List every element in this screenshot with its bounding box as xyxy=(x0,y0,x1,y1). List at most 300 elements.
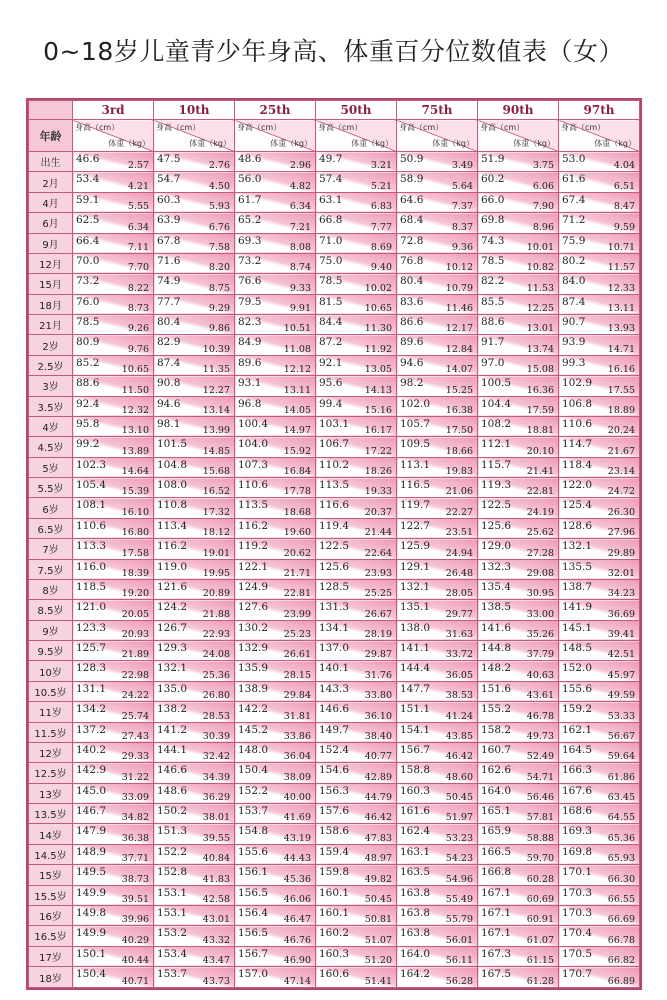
height-value: 46.6 xyxy=(76,153,100,165)
weight-value: 31.76 xyxy=(364,669,392,681)
value-cell xyxy=(397,253,478,273)
value-cell xyxy=(154,315,235,335)
height-value: 116.5 xyxy=(400,479,431,491)
value-cell xyxy=(559,416,640,436)
weight-value: 56.67 xyxy=(607,730,635,742)
weight-unit-label: 体重（kg） xyxy=(513,139,555,148)
height-value: 107.3 xyxy=(238,458,269,471)
weight-value: 6.83 xyxy=(370,201,392,213)
table-row xyxy=(29,315,640,335)
weight-value: 50.45 xyxy=(364,893,392,905)
height-value: 104.4 xyxy=(481,397,512,410)
value-cell xyxy=(559,437,640,457)
weight-value: 48.97 xyxy=(364,853,392,865)
height-unit-label: 身高（cm） xyxy=(399,123,444,132)
weight-value: 38.01 xyxy=(202,812,230,824)
height-value: 82.2 xyxy=(481,275,505,288)
weight-value: 47.14 xyxy=(283,976,311,987)
height-value: 95.6 xyxy=(319,377,343,390)
value-cell xyxy=(397,804,478,824)
weight-value: 43.85 xyxy=(445,730,473,742)
value-cell xyxy=(397,274,478,294)
height-value: 164.0 xyxy=(400,947,431,960)
value-cell xyxy=(235,885,316,905)
weight-value: 11.53 xyxy=(526,282,554,294)
value-cell xyxy=(397,518,478,538)
value-cell xyxy=(316,437,397,457)
weight-value: 8.08 xyxy=(289,241,311,253)
value-cell xyxy=(397,905,478,925)
height-value: 74.9 xyxy=(157,275,181,288)
height-value: 129.0 xyxy=(481,540,512,553)
height-value: 48.6 xyxy=(238,153,262,165)
weight-value: 24.22 xyxy=(121,690,149,702)
height-value: 109.5 xyxy=(400,438,431,451)
weight-value: 64.55 xyxy=(607,812,635,824)
value-cell xyxy=(73,661,154,681)
height-value: 167.1 xyxy=(481,886,512,899)
weight-value: 8.37 xyxy=(451,221,473,233)
weight-value: 13.11 xyxy=(607,303,635,314)
weight-value: 16.84 xyxy=(283,466,311,477)
height-value: 142.9 xyxy=(76,764,107,777)
weight-value: 5.64 xyxy=(451,180,473,192)
unit-header-row xyxy=(29,120,640,152)
value-cell xyxy=(73,824,154,844)
value-cell xyxy=(397,681,478,701)
weight-value: 18.66 xyxy=(445,445,473,457)
weight-value: 31.22 xyxy=(121,771,149,783)
height-value: 149.9 xyxy=(76,886,107,899)
weight-value: 56.11 xyxy=(445,955,473,966)
weight-value: 9.40 xyxy=(370,262,392,274)
value-cell xyxy=(559,600,640,620)
value-cell xyxy=(73,905,154,925)
value-cell xyxy=(235,478,316,498)
value-cell xyxy=(316,539,397,559)
weight-value: 25.23 xyxy=(283,629,311,640)
value-cell xyxy=(478,213,559,233)
weight-unit-label: 体重（kg） xyxy=(108,139,150,148)
value-cell xyxy=(154,641,235,661)
height-value: 159.4 xyxy=(319,845,350,858)
age-cell: 4月 xyxy=(29,192,73,212)
value-cell xyxy=(316,457,397,477)
weight-value: 13.01 xyxy=(526,323,554,335)
height-value: 73.2 xyxy=(238,254,262,267)
value-cell xyxy=(316,152,397,172)
weight-value: 11.50 xyxy=(121,384,149,396)
page-title: 0~18岁儿童青少年身高、体重百分位数值表（女） xyxy=(43,37,624,66)
value-cell xyxy=(316,824,397,844)
value-cell xyxy=(235,274,316,294)
height-value: 100.4 xyxy=(238,417,269,430)
height-value: 119.4 xyxy=(319,519,350,532)
weight-value: 24.08 xyxy=(202,649,230,661)
weight-value: 66.30 xyxy=(607,873,635,885)
value-cell xyxy=(154,539,235,559)
table-row xyxy=(29,152,640,172)
value-cell xyxy=(73,641,154,661)
height-value: 76.6 xyxy=(238,275,262,288)
height-value: 86.6 xyxy=(400,316,424,328)
weight-value: 10.12 xyxy=(445,262,473,274)
value-cell xyxy=(478,437,559,457)
weight-value: 29.87 xyxy=(364,649,392,661)
height-value: 144.8 xyxy=(481,642,512,654)
value-cell xyxy=(235,620,316,640)
value-cell xyxy=(397,926,478,946)
table-row xyxy=(29,722,640,742)
weight-value: 39.41 xyxy=(607,629,635,640)
weight-value: 7.37 xyxy=(451,201,473,213)
weight-value: 9.36 xyxy=(451,241,473,253)
weight-value: 52.49 xyxy=(526,751,554,763)
value-cell xyxy=(154,742,235,762)
weight-value: 4.21 xyxy=(127,180,149,192)
height-value: 138.2 xyxy=(157,703,188,716)
weight-value: 13.89 xyxy=(121,445,149,457)
height-value: 148.0 xyxy=(238,743,269,756)
height-value: 164.2 xyxy=(400,968,431,980)
value-cell xyxy=(154,213,235,233)
weight-value: 18.12 xyxy=(202,527,230,539)
value-cell xyxy=(154,498,235,518)
weight-unit-label: 体重（kg） xyxy=(432,139,474,148)
value-cell xyxy=(397,865,478,885)
height-value: 122.1 xyxy=(238,560,269,573)
value-cell xyxy=(235,233,316,253)
value-cell xyxy=(559,885,640,905)
height-value: 150.4 xyxy=(238,764,269,777)
weight-value: 59.64 xyxy=(607,751,635,763)
value-cell xyxy=(478,885,559,905)
weight-value: 39.55 xyxy=(202,832,230,844)
weight-value: 20.37 xyxy=(364,506,392,518)
weight-value: 43.47 xyxy=(202,955,230,966)
height-value: 138.9 xyxy=(238,682,269,695)
height-value: 95.8 xyxy=(76,417,100,430)
table-row xyxy=(29,926,640,946)
weight-value: 9.29 xyxy=(208,303,230,314)
weight-value: 28.05 xyxy=(445,588,473,600)
height-value: 84.9 xyxy=(238,336,262,349)
weight-value: 18.81 xyxy=(526,425,554,437)
value-cell xyxy=(478,539,559,559)
height-value: 156.7 xyxy=(238,947,269,960)
height-value: 98.2 xyxy=(400,377,424,390)
table-row xyxy=(29,253,640,273)
height-value: 163.8 xyxy=(400,927,431,940)
weight-value: 10.82 xyxy=(526,262,554,274)
value-cell xyxy=(73,172,154,192)
value-cell xyxy=(478,559,559,579)
height-value: 72.8 xyxy=(400,234,424,247)
age-cell: 6.5岁 xyxy=(29,518,73,538)
height-value: 160.1 xyxy=(319,906,350,919)
weight-value: 41.83 xyxy=(202,873,230,885)
height-value: 110.6 xyxy=(238,479,269,491)
value-cell xyxy=(397,559,478,579)
weight-value: 65.93 xyxy=(607,853,635,865)
weight-value: 17.50 xyxy=(445,425,473,437)
height-value: 135.0 xyxy=(157,682,188,695)
height-value: 67.4 xyxy=(562,193,586,206)
age-cell: 9岁 xyxy=(29,620,73,640)
weight-value: 61.15 xyxy=(526,955,554,966)
weight-value: 15.39 xyxy=(121,486,149,498)
weight-value: 10.39 xyxy=(202,343,230,355)
value-cell xyxy=(397,885,478,905)
weight-value: 43.01 xyxy=(202,914,230,926)
value-cell xyxy=(235,641,316,661)
table-row xyxy=(29,620,640,640)
value-cell xyxy=(154,865,235,885)
value-cell xyxy=(154,172,235,192)
weight-value: 15.08 xyxy=(526,364,554,376)
weight-value: 17.55 xyxy=(607,384,635,396)
height-value: 153.1 xyxy=(157,886,188,899)
weight-value: 46.78 xyxy=(526,710,554,722)
weight-value: 7.70 xyxy=(127,262,149,274)
age-cell: 11.5岁 xyxy=(29,722,73,742)
value-cell xyxy=(316,681,397,701)
weight-value: 7.11 xyxy=(127,241,149,253)
height-value: 128.6 xyxy=(562,519,593,532)
height-value: 118.4 xyxy=(562,458,593,471)
height-value: 162.4 xyxy=(400,825,431,838)
age-cell: 12.5岁 xyxy=(29,763,73,783)
table-row xyxy=(29,865,640,885)
weight-value: 14.64 xyxy=(121,466,149,477)
age-cell: 9.5岁 xyxy=(29,641,73,661)
height-value: 76.8 xyxy=(400,254,424,267)
value-cell xyxy=(154,253,235,273)
value-cell xyxy=(478,253,559,273)
value-cell xyxy=(73,885,154,905)
weight-value: 34.23 xyxy=(607,588,635,600)
value-cell xyxy=(478,396,559,416)
value-cell xyxy=(154,192,235,212)
weight-value: 3.49 xyxy=(451,160,473,172)
weight-value: 36.10 xyxy=(364,710,392,722)
weight-value: 49.59 xyxy=(607,690,635,702)
weight-value: 21.06 xyxy=(445,486,473,498)
height-value: 110.6 xyxy=(76,519,107,532)
weight-value: 21.44 xyxy=(364,527,392,539)
value-cell xyxy=(316,600,397,620)
height-value: 108.1 xyxy=(76,499,107,512)
height-value: 132.9 xyxy=(238,642,269,654)
height-value: 88.6 xyxy=(76,377,100,390)
height-value: 66.4 xyxy=(76,234,100,247)
value-cell xyxy=(559,172,640,192)
value-cell xyxy=(559,233,640,253)
table-row xyxy=(29,355,640,375)
weight-value: 43.61 xyxy=(526,690,554,702)
weight-value: 46.90 xyxy=(283,955,311,966)
value-cell xyxy=(73,865,154,885)
height-value: 127.6 xyxy=(238,601,269,614)
height-value: 153.7 xyxy=(157,968,188,980)
table-row xyxy=(29,824,640,844)
value-cell xyxy=(397,824,478,844)
value-cell xyxy=(73,213,154,233)
height-value: 75.0 xyxy=(319,254,343,267)
value-cell xyxy=(235,559,316,579)
weight-value: 66.55 xyxy=(607,893,635,905)
height-value: 125.6 xyxy=(319,560,350,573)
height-value: 84.4 xyxy=(319,316,343,328)
height-value: 78.5 xyxy=(76,316,100,328)
value-cell xyxy=(478,967,559,988)
height-value: 122.7 xyxy=(400,519,431,532)
value-cell xyxy=(154,967,235,988)
value-cell xyxy=(397,763,478,783)
weight-value: 39.51 xyxy=(121,893,149,905)
height-value: 156.7 xyxy=(400,743,431,756)
value-cell xyxy=(235,152,316,172)
height-value: 121.6 xyxy=(157,580,188,593)
value-cell xyxy=(73,396,154,416)
height-value: 138.0 xyxy=(400,621,431,634)
weight-value: 28.19 xyxy=(364,629,392,640)
height-value: 116.6 xyxy=(319,499,350,512)
value-cell xyxy=(73,763,154,783)
height-value: 160.7 xyxy=(481,743,512,756)
weight-value: 20.62 xyxy=(283,547,311,559)
height-value: 147.9 xyxy=(76,825,107,838)
weight-value: 30.95 xyxy=(526,588,554,600)
value-cell xyxy=(154,579,235,599)
height-value: 160.1 xyxy=(319,886,350,899)
value-cell xyxy=(235,742,316,762)
weight-value: 66.82 xyxy=(607,955,635,966)
height-value: 140.2 xyxy=(76,743,107,756)
height-value: 132.3 xyxy=(481,560,512,573)
value-cell xyxy=(478,661,559,681)
weight-value: 4.82 xyxy=(289,180,311,192)
value-cell xyxy=(154,722,235,742)
weight-value: 51.41 xyxy=(364,976,392,987)
value-cell xyxy=(478,600,559,620)
age-cell: 7岁 xyxy=(29,539,73,559)
growth-table-container xyxy=(26,98,642,990)
height-value: 113.4 xyxy=(157,519,188,532)
height-value: 155.2 xyxy=(481,703,512,716)
weight-value: 25.74 xyxy=(121,710,149,722)
age-cell: 11岁 xyxy=(29,702,73,722)
weight-value: 26.67 xyxy=(364,608,392,620)
height-value: 156.3 xyxy=(319,784,350,797)
weight-value: 10.79 xyxy=(445,282,473,294)
value-cell xyxy=(316,905,397,925)
value-cell xyxy=(478,233,559,253)
value-cell xyxy=(316,926,397,946)
height-value: 126.7 xyxy=(157,621,188,634)
value-cell xyxy=(235,722,316,742)
table-row xyxy=(29,702,640,722)
height-value: 138.7 xyxy=(562,580,593,593)
height-value: 157.0 xyxy=(238,968,269,980)
value-cell xyxy=(478,579,559,599)
weight-unit-label: 体重（kg） xyxy=(189,139,231,148)
age-cell: 7.5岁 xyxy=(29,559,73,579)
value-cell xyxy=(235,905,316,925)
height-value: 163.8 xyxy=(400,906,431,919)
weight-value: 58.88 xyxy=(526,832,554,844)
value-cell xyxy=(478,172,559,192)
height-value: 152.0 xyxy=(562,662,593,675)
weight-value: 8.73 xyxy=(127,303,149,314)
weight-value: 20.89 xyxy=(202,588,230,600)
height-value: 66.0 xyxy=(481,193,505,206)
height-value: 149.9 xyxy=(76,927,107,940)
value-cell xyxy=(73,783,154,803)
weight-value: 20.24 xyxy=(607,425,635,437)
weight-value: 22.81 xyxy=(526,486,554,498)
height-value: 100.5 xyxy=(481,377,512,390)
weight-value: 12.32 xyxy=(121,404,149,416)
value-cell xyxy=(73,722,154,742)
height-value: 144.1 xyxy=(157,743,188,756)
weight-value: 33.09 xyxy=(121,792,149,803)
age-cell: 10.5岁 xyxy=(29,681,73,701)
weight-value: 27.43 xyxy=(121,730,149,742)
height-value: 170.1 xyxy=(562,866,593,879)
value-cell xyxy=(559,824,640,844)
table-row xyxy=(29,274,640,294)
age-cell: 5岁 xyxy=(29,457,73,477)
height-value: 75.9 xyxy=(562,234,586,247)
weight-value: 20.10 xyxy=(526,445,554,457)
weight-value: 6.06 xyxy=(532,180,554,192)
value-cell xyxy=(154,926,235,946)
height-value: 60.2 xyxy=(481,173,505,186)
value-cell xyxy=(235,600,316,620)
weight-value: 46.47 xyxy=(283,914,311,926)
height-value: 122.5 xyxy=(319,540,350,553)
weight-value: 38.09 xyxy=(283,771,311,783)
weight-value: 55.79 xyxy=(445,914,473,926)
height-value: 165.1 xyxy=(481,805,512,817)
value-cell xyxy=(235,579,316,599)
weight-value: 60.28 xyxy=(526,873,554,885)
value-cell xyxy=(235,294,316,314)
weight-value: 10.01 xyxy=(526,241,554,253)
age-cell: 10岁 xyxy=(29,661,73,681)
weight-unit-label: 体重（kg） xyxy=(594,139,636,148)
height-value: 119.3 xyxy=(481,479,512,491)
weight-value: 21.71 xyxy=(283,567,311,579)
age-cell: 6月 xyxy=(29,213,73,233)
weight-value: 22.81 xyxy=(283,588,311,600)
weight-value: 13.93 xyxy=(607,323,635,335)
value-cell xyxy=(559,926,640,946)
value-cell xyxy=(154,335,235,355)
height-value: 108.0 xyxy=(157,479,188,491)
height-value: 151.6 xyxy=(481,682,512,695)
weight-value: 40.84 xyxy=(202,853,230,865)
value-cell xyxy=(235,763,316,783)
weight-value: 6.76 xyxy=(208,221,230,233)
height-value: 125.6 xyxy=(481,519,512,532)
value-cell xyxy=(154,885,235,905)
height-value: 99.4 xyxy=(319,397,343,410)
height-unit-label: 身高（cm） xyxy=(75,123,120,132)
value-cell xyxy=(478,783,559,803)
value-cell xyxy=(478,416,559,436)
